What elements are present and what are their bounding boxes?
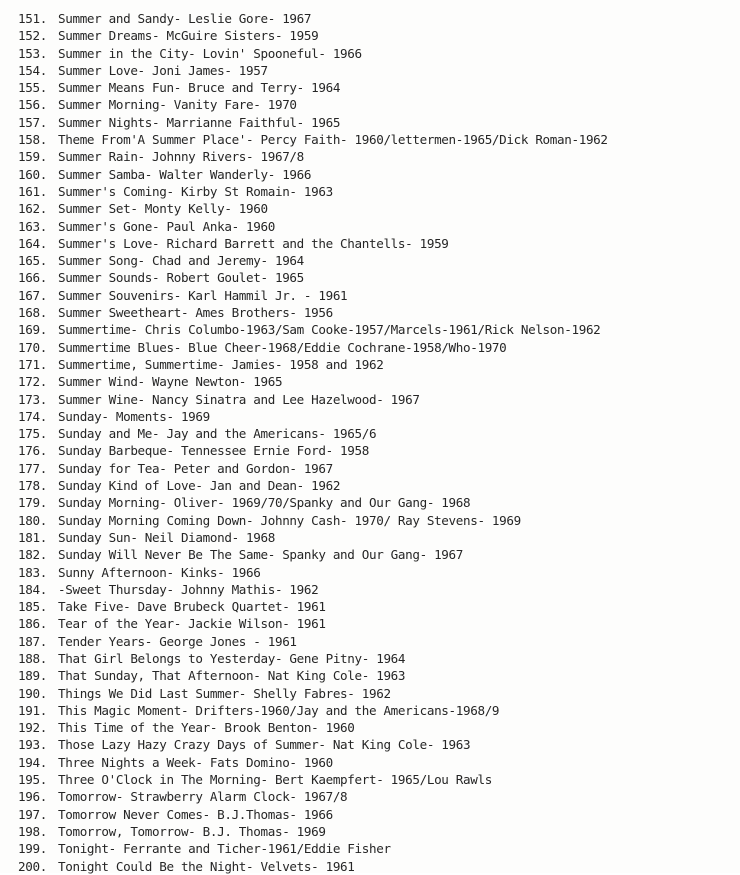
entry-number: 185. <box>18 599 47 615</box>
list-item <box>18 633 733 650</box>
entry-number: 175. <box>18 426 47 442</box>
entry-number: 174. <box>18 408 47 424</box>
list-item <box>18 373 733 390</box>
entry-number: 191. <box>18 702 47 718</box>
entry-text: Sunday- Moments- 1969 <box>58 408 210 424</box>
entry-number: 189. <box>18 668 47 684</box>
list-item <box>18 79 733 96</box>
entry-number: 161. <box>18 183 47 199</box>
entry-number: 163. <box>18 218 47 234</box>
list-item <box>18 287 733 304</box>
entry-text: Summertime Blues- Blue Cheer-1968/Eddie Cochrane-1958/Who-1970 <box>58 339 507 355</box>
entry-number: 183. <box>18 564 47 580</box>
entry-text: Summer Wind- Wayne Newton- 1965 <box>58 374 283 390</box>
list-item <box>18 736 733 753</box>
entry-text: That Sunday, That Afternoon- Nat King Cole- 1963 <box>58 668 406 684</box>
list-item <box>18 96 733 113</box>
entry-text: Tonight- Ferrante and Ticher-1961/Eddie Fisher <box>58 841 391 857</box>
list-item <box>18 564 733 581</box>
list-item <box>18 858 733 875</box>
entry-number: 169. <box>18 322 47 338</box>
list-item <box>18 840 733 857</box>
entry-text: Tender Years- George Jones - 1961 <box>58 633 297 649</box>
list-item <box>18 598 733 615</box>
entry-text: Sunday for Tea- Peter and Gordon- 1967 <box>58 460 333 476</box>
song-list <box>18 10 733 875</box>
entry-number: 186. <box>18 616 47 632</box>
entry-text: Tomorrow- Strawberry Alarm Clock- 1967/8 <box>58 789 348 805</box>
list-item <box>18 685 733 702</box>
list-item <box>18 788 733 805</box>
entry-text: Those Lazy Hazy Crazy Days of Summer- Nat King Cole- 1963 <box>58 737 471 753</box>
list-item <box>18 218 733 235</box>
entry-text: Summer and Sandy- Leslie Gore- 1967 <box>58 11 312 26</box>
entry-number: 170. <box>18 339 47 355</box>
entry-text: Summer Sounds- Robert Goulet- 1965 <box>58 270 304 286</box>
entry-number: 192. <box>18 720 47 736</box>
entry-number: 155. <box>18 80 47 96</box>
entry-number: 165. <box>18 253 47 269</box>
list-item <box>18 235 733 252</box>
entry-number: 179. <box>18 495 47 511</box>
entry-text: Summer Nights- Marrianne Faithful- 1965 <box>58 114 341 130</box>
entry-text: Summer Rain- Johnny Rivers- 1967/8 <box>58 149 304 165</box>
list-item <box>18 823 733 840</box>
entry-text: Summer Morning- Vanity Fare- 1970 <box>58 97 297 113</box>
entry-number: 172. <box>18 374 47 390</box>
list-item <box>18 45 733 62</box>
list-item <box>18 148 733 165</box>
list-item <box>18 719 733 736</box>
list-item <box>18 546 733 563</box>
list-item <box>18 754 733 771</box>
list-item <box>18 10 733 27</box>
list-item <box>18 62 733 79</box>
entry-text: Tonight Could Be the Night- Velvets- 1961 <box>58 858 355 874</box>
entry-text: Summer's Gone- Paul Anka- 1960 <box>58 218 275 234</box>
list-item <box>18 321 733 338</box>
list-item <box>18 269 733 286</box>
list-item <box>18 702 733 719</box>
list-item <box>18 494 733 511</box>
entry-text: Summer Dreams- McGuire Sisters- 1959 <box>58 28 319 44</box>
list-item <box>18 166 733 183</box>
list-item <box>18 252 733 269</box>
entry-number: 171. <box>18 356 47 372</box>
entry-number: 181. <box>18 529 47 545</box>
entry-text: This Time of the Year- Brook Benton- 1960 <box>58 720 355 736</box>
entry-number: 176. <box>18 443 47 459</box>
entry-text: This Magic Moment- Drifters-1960/Jay and the Americans-1968/9 <box>58 702 500 718</box>
entry-number: 193. <box>18 737 47 753</box>
entry-text: Tear of the Year- Jackie Wilson- 1961 <box>58 616 326 632</box>
list-item <box>18 650 733 667</box>
list-item <box>18 339 733 356</box>
entry-text: Sunday Morning Coming Down- Johnny Cash- 1970/ Ray Stevens- 1969 <box>58 512 521 528</box>
entry-text: Summer's Coming- Kirby St Romain- 1963 <box>58 183 333 199</box>
entry-number: 173. <box>18 391 47 407</box>
list-item <box>18 442 733 459</box>
entry-text: Summer Set- Monty Kelly- 1960 <box>58 201 268 217</box>
entry-number: 153. <box>18 45 47 61</box>
list-item <box>18 356 733 373</box>
list-item <box>18 529 733 546</box>
entry-number: 164. <box>18 235 47 251</box>
entry-number: 196. <box>18 789 47 805</box>
entry-number: 158. <box>18 132 47 148</box>
entry-text: Summer in the City- Lovin' Spooneful- 1966 <box>58 45 362 61</box>
entry-number: 180. <box>18 512 47 528</box>
entry-number: 166. <box>18 270 47 286</box>
entry-text: Summertime, Summertime- Jamies- 1958 and 1962 <box>58 356 384 372</box>
list-item <box>18 200 733 217</box>
list-item <box>18 771 733 788</box>
list-item <box>18 183 733 200</box>
entry-number: 152. <box>18 28 47 44</box>
list-item <box>18 477 733 494</box>
entry-text: Tomorrow, Tomorrow- B.J. Thomas- 1969 <box>58 823 326 839</box>
list-item <box>18 460 733 477</box>
entry-number: 194. <box>18 754 47 770</box>
entry-text: Sunday Sun- Neil Diamond- 1968 <box>58 529 275 545</box>
entry-number: 159. <box>18 149 47 165</box>
entry-text: -Sweet Thursday- Johnny Mathis- 1962 <box>58 581 319 597</box>
entry-text: Summer Love- Joni James- 1957 <box>58 62 268 78</box>
entry-text: Sunday and Me- Jay and the Americans- 1965/6 <box>58 426 377 442</box>
entry-number: 178. <box>18 478 47 494</box>
entry-text: Summer Wine- Nancy Sinatra and Lee Hazelwood- 1967 <box>58 391 420 407</box>
entry-text: Sunday Morning- Oliver- 1969/70/Spanky and Our Gang- 1968 <box>58 495 471 511</box>
entry-text: Sunday Barbeque- Tennessee Ernie Ford- 1958 <box>58 443 369 459</box>
list-item <box>18 581 733 598</box>
entry-text: Three Nights a Week- Fats Domino- 1960 <box>58 754 333 770</box>
entry-text: Theme From'A Summer Place'- Percy Faith- 1960/lettermen-1965/Dick Roman-1962 <box>58 132 608 148</box>
entry-number: 156. <box>18 97 47 113</box>
entry-text: Summer Sweetheart- Ames Brothers- 1956 <box>58 305 333 321</box>
list-item <box>18 615 733 632</box>
entry-number: 167. <box>18 287 47 303</box>
entry-text: Sunday Kind of Love- Jan and Dean- 1962 <box>58 478 341 494</box>
entry-number: 160. <box>18 166 47 182</box>
entry-text: Things We Did Last Summer- Shelly Fabres- 1962 <box>58 685 391 701</box>
entry-number: 187. <box>18 633 47 649</box>
list-item <box>18 806 733 823</box>
entry-number: 199. <box>18 841 47 857</box>
list-item <box>18 512 733 529</box>
entry-number: 200. <box>18 858 47 874</box>
entry-number: 197. <box>18 806 47 822</box>
entry-number: 198. <box>18 823 47 839</box>
entry-number: 154. <box>18 62 47 78</box>
entry-text: That Girl Belongs to Yesterday- Gene Pitny- 1964 <box>58 650 406 666</box>
list-item <box>18 27 733 44</box>
entry-text: Sunday Will Never Be The Same- Spanky and Our Gang- 1967 <box>58 547 463 563</box>
entry-number: 177. <box>18 460 47 476</box>
list-item <box>18 391 733 408</box>
entry-number: 188. <box>18 650 47 666</box>
entry-number: 195. <box>18 772 47 788</box>
entry-text: Summer Souvenirs- Karl Hammil Jr. - 1961 <box>58 287 348 303</box>
entry-number: 184. <box>18 581 47 597</box>
entry-number: 157. <box>18 114 47 130</box>
entry-text: Summertime- Chris Columbo-1963/Sam Cooke-1957/Marcels-1961/Rick Nelson-1962 <box>58 322 601 338</box>
entry-text: Summer Samba- Walter Wanderly- 1966 <box>58 166 312 182</box>
list-item <box>18 131 733 148</box>
entry-number: 182. <box>18 547 47 563</box>
entry-text: Summer Means Fun- Bruce and Terry- 1964 <box>58 80 341 96</box>
entry-number: 168. <box>18 305 47 321</box>
entry-text: Sunny Afternoon- Kinks- 1966 <box>58 564 261 580</box>
list-item <box>18 408 733 425</box>
entry-text: Summer Song- Chad and Jeremy- 1964 <box>58 253 304 269</box>
list-item <box>18 425 733 442</box>
entry-text: Three O'Clock in The Morning- Bert Kaempfert- 1965/Lou Rawls <box>58 772 492 788</box>
entry-number: 151. <box>18 11 47 26</box>
entry-text: Summer's Love- Richard Barrett and the Chantells- 1959 <box>58 235 449 251</box>
list-item <box>18 304 733 321</box>
entry-text: Tomorrow Never Comes- B.J.Thomas- 1966 <box>58 806 333 822</box>
list-item <box>18 667 733 684</box>
entry-number: 162. <box>18 201 47 217</box>
entry-text: Take Five- Dave Brubeck Quartet- 1961 <box>58 599 326 615</box>
list-item <box>18 114 733 131</box>
entry-number: 190. <box>18 685 47 701</box>
